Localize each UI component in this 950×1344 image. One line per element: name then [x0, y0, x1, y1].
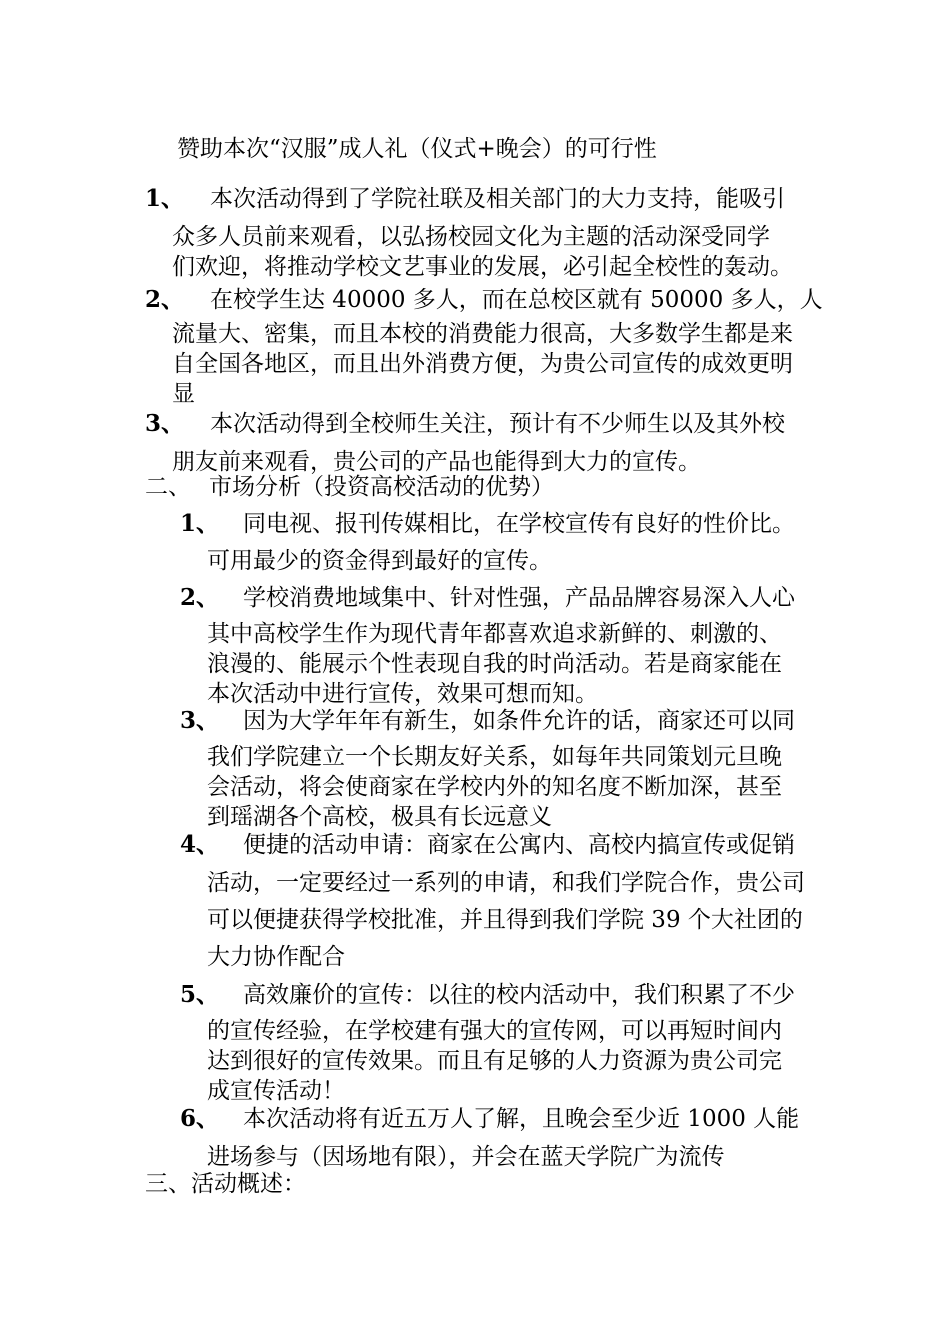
- item-line: 活动，一定要经过一系列的申请，和我们学院合作，贵公司: [207, 870, 805, 896]
- item-body: [172, 319, 793, 409]
- item-line: 的宣传经验，在学校建有强大的宣传网，可以再短时间内: [207, 1018, 782, 1044]
- list-item: [0, 1102, 950, 1174]
- item-line: 们欢迎，将推动学校文艺事业的发展，必引起全校性的轰动。: [172, 254, 793, 280]
- item-number: 5、: [180, 981, 220, 1008]
- item-first-line: 本次活动得到全校师生关注，预计有不少师生以及其外校: [210, 411, 785, 437]
- document-title: 赞助本次“汉服”成人礼（仪式+晚会）的可行性: [177, 136, 657, 162]
- item-line: 众多人员前来观看，以弘扬校园文化为主题的活动深受同学: [172, 224, 770, 250]
- item-line: 达到很好的宣传效果。而且有足够的人力资源为贵公司完: [207, 1048, 782, 1074]
- list-item: [0, 704, 950, 830]
- item-first-line: 本次活动得到了学院社联及相关部门的大力支持，能吸引: [210, 186, 785, 212]
- item-first-line: 本次活动将有近五万人了解，且晚会至少近 1000 人能: [243, 1106, 800, 1132]
- section-number: 二、: [145, 474, 191, 500]
- list-item: [0, 581, 950, 707]
- item-body: [207, 544, 552, 578]
- item-body: [207, 865, 805, 976]
- item-first-line: 在校学生达 40000 多人，而在总校区就有 50000 多人，人: [210, 287, 823, 313]
- item-number: 1、: [180, 510, 220, 537]
- list-item: [0, 283, 950, 407]
- item-line: 会活动，将会使商家在学校内外的知名度不断加深，甚至: [207, 774, 782, 800]
- item-body: [207, 742, 782, 832]
- item-line: 大力协作配合: [207, 944, 345, 970]
- item-line: 浪漫的、能展示个性表现自我的时尚活动。若是商家能在: [207, 651, 782, 677]
- item-number: 3、: [180, 707, 220, 734]
- item-line: 流量大、密集，而且本校的消费能力很高，大多数学生都是来: [172, 321, 793, 347]
- list-item: [0, 507, 950, 577]
- list-item: [0, 828, 950, 978]
- item-number: 4、: [180, 831, 220, 858]
- item-first-line: 学校消费地域集中、针对性强，产品品牌容易深入人心: [243, 585, 795, 611]
- list-item: [0, 407, 950, 477]
- item-line: 朋友前来观看，贵公司的产品也能得到大力的宣传。: [172, 449, 701, 475]
- list-item: [0, 182, 950, 282]
- section-heading: 三、活动概述：: [145, 1171, 306, 1197]
- item-first-line: 便捷的活动申请：商家在公寓内、高校内搞宣传或促销: [243, 832, 795, 858]
- item-line: 自全国各地区，而且出外消费方便，为贵公司宣传的成效更明: [172, 351, 793, 377]
- item-line: 可以便捷获得学校批准，并且得到我们学院 39 个大社团的: [207, 907, 803, 933]
- item-body: [207, 1016, 782, 1106]
- item-line: 到瑶湖各个高校，极具有长远意义: [207, 804, 552, 830]
- item-line: 本次活动中进行宣传，效果可想而知。: [207, 681, 598, 707]
- item-line: 可用最少的资金得到最好的宣传。: [207, 548, 552, 574]
- item-number: 2、: [180, 584, 220, 611]
- item-line: 成宣传活动！: [207, 1078, 345, 1104]
- item-number: 1、: [145, 185, 185, 212]
- item-first-line: 高效廉价的宣传：以往的校内活动中，我们积累了不少: [243, 982, 795, 1008]
- item-line: 进场参与（因场地有限），并会在蓝天学院广为流传: [207, 1144, 725, 1170]
- item-first-line: 同电视、报刊传媒相比，在学校宣传有良好的性价比。: [243, 511, 795, 537]
- list-item: [0, 978, 950, 1104]
- item-number: 6、: [180, 1105, 220, 1132]
- section-title: 市场分析（投资高校活动的优势）: [209, 474, 554, 500]
- item-line: 我们学院建立一个长期友好关系，如每年共同策划元旦晚: [207, 744, 782, 770]
- item-line: 其中高校学生作为现代青年都喜欢追求新鲜的、刺激的、: [207, 621, 782, 647]
- item-body: [172, 222, 793, 282]
- item-line: 显: [172, 381, 195, 407]
- item-number: 3、: [145, 410, 185, 437]
- section-heading: [145, 470, 554, 504]
- item-first-line: 因为大学年年有新生，如条件允许的话，商家还可以同: [243, 708, 795, 734]
- item-body: [207, 619, 782, 709]
- item-number: 2、: [145, 286, 185, 313]
